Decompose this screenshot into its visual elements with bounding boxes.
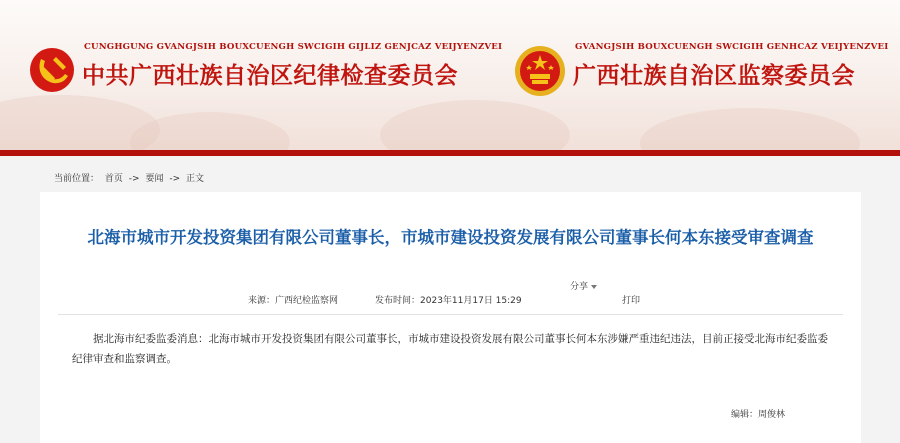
- time-label: 发布时间：: [375, 296, 421, 306]
- breadcrumb-label: 当前位置：: [54, 174, 100, 184]
- article-time: [375, 293, 522, 306]
- share-button[interactable]: [570, 279, 597, 292]
- breadcrumb-separator: ->: [169, 174, 181, 184]
- left-org-name: 中共广西壮族自治区纪律检查委员会: [82, 62, 458, 89]
- meta-divider: [58, 314, 843, 315]
- right-org-name: 广西壮族自治区监察委员会: [573, 62, 855, 89]
- breadcrumb-item-home[interactable]: 首页: [104, 174, 123, 184]
- source-value: 广西纪检监察网: [275, 296, 339, 306]
- breadcrumb-item-news[interactable]: 要闻: [145, 174, 164, 184]
- share-label: 分享: [570, 282, 589, 292]
- header-banner: [0, 0, 900, 156]
- header-divider: [0, 150, 900, 156]
- article-card: [40, 192, 861, 443]
- breadcrumb: [54, 171, 207, 184]
- national-emblem-icon: [514, 45, 566, 97]
- print-label: 打印: [622, 296, 641, 306]
- article-body: 据北海市纪委监委消息：北海市城市开发投资集团有限公司董事长，市城市建设投资发展有限公司董事长何本东涉嫌严重违纪违法，目前正接受北海市纪委监委纪律审查和监察调查。: [72, 333, 828, 365]
- article-source: [248, 293, 338, 306]
- article-editor: [731, 407, 785, 420]
- chevron-down-icon: [591, 285, 597, 289]
- time-value: 2023年11月17日 15:29: [420, 296, 522, 306]
- cloud-decoration: [380, 100, 570, 156]
- breadcrumb-separator: ->: [128, 174, 140, 184]
- party-emblem-icon: [29, 47, 75, 93]
- left-org-subtitle: CUNGHGUNG GVANGJSIH BOUXCUENGH SWCIGIH GIJLIZ GENJCAZ VEIJYENZVEI: [84, 42, 503, 52]
- right-org-subtitle: GVANGJSIH BOUXCUENGH SWCIGIH GENHCAZ VEIJYENZVEI: [575, 42, 889, 52]
- breadcrumb-item-article: 正文: [186, 174, 205, 184]
- print-button[interactable]: [622, 293, 640, 306]
- editor-label: 编辑：: [731, 410, 759, 420]
- source-label: 来源：: [248, 296, 276, 306]
- cloud-decoration: [640, 108, 860, 156]
- article-title: 北海市城市开发投资集团有限公司董事长，市城市建设投资发展有限公司董事长何本东接受审查调查: [87, 228, 814, 247]
- editor-value: 周俊林: [758, 410, 786, 420]
